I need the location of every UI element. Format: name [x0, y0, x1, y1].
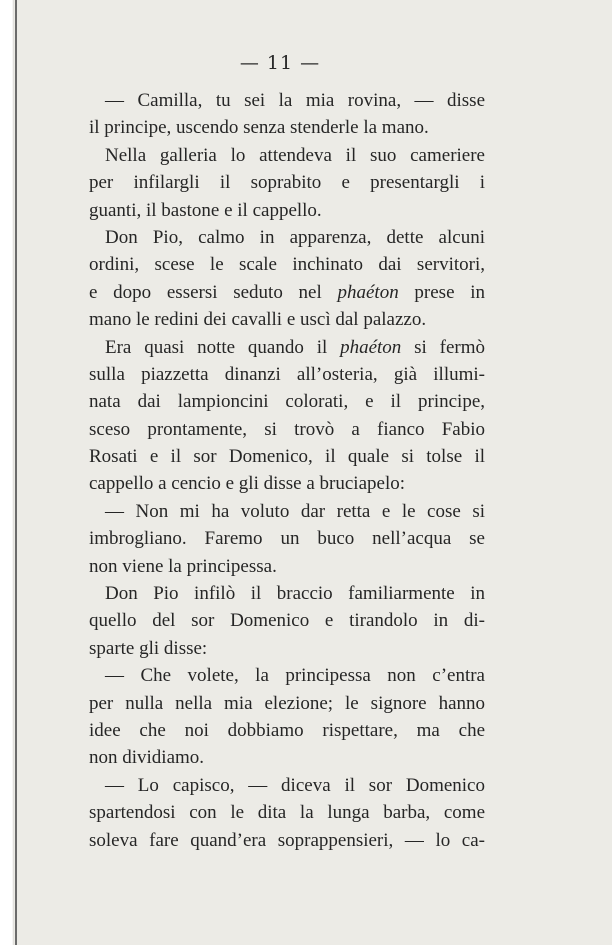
text-line: il principe, uscendo senza stenderle la mano. — [89, 117, 429, 139]
body-text — [89, 87, 485, 854]
text-line: per infilargli il soprabito e presentargli i — [89, 172, 485, 194]
text-line: non viene la principessa. — [89, 555, 277, 577]
text-line: mano le redini dei cavalli e uscì dal palazzo. — [89, 309, 427, 331]
text-line: Rosati e il sor Domenico, il quale si tolse il — [89, 446, 485, 468]
text-line: soleva fare quand’era soprappensieri, — lo ca- — [89, 829, 485, 851]
page-binding-line — [15, 0, 17, 945]
text-line: sceso prontamente, si trovò a fianco Fabio — [89, 418, 485, 440]
text-line: ordini, scese le scale inchinato dai servitori, — [89, 254, 485, 276]
text-line: e dopo essersi seduto nel phaéton prese in — [89, 281, 485, 303]
text-line: Don Pio, calmo in apparenza, dette alcuni — [105, 226, 485, 248]
text-line: Nella galleria lo attendeva il suo cameriere — [105, 144, 485, 166]
text-line: per nulla nella mia elezione; le signore hanno — [89, 692, 485, 714]
text-line: sulla piazzetta dinanzi all’osteria, già illumi- — [89, 363, 485, 385]
text-line: quello del sor Domenico e tirandolo in di- — [89, 610, 485, 632]
italic-word: phaéton — [337, 281, 399, 303]
text-line: — Che volete, la principessa non c’entra — [105, 665, 485, 687]
text-line: idee che noi dobbiamo rispettare, ma che — [89, 719, 485, 741]
text-line: Don Pio infilò il braccio familiarmente in — [105, 583, 485, 605]
text-line: — Non mi ha voluto dar retta e le cose si — [105, 500, 485, 522]
text-line: nata dai lampioncini colorati, e il principe, — [89, 391, 485, 413]
text-line: imbrogliano. Faremo un buco nell’acqua se — [89, 528, 485, 550]
text-line: guanti, il bastone e il cappello. — [89, 199, 322, 221]
page-number: — 11 — — [239, 52, 321, 74]
page-binding-edge — [0, 0, 14, 945]
text-line: non dividiamo. — [89, 747, 205, 769]
italic-word: phaéton — [340, 336, 402, 358]
text-line: cappello a cencio e gli disse a bruciapelo: — [89, 473, 406, 495]
text-line: Era quasi notte quando il phaéton si fermò — [105, 336, 485, 358]
text-line: sparte gli disse: — [89, 637, 208, 659]
text-line: — Camilla, tu sei la mia rovina, — disse — [105, 90, 485, 111]
text-line: — Lo capisco, — diceva il sor Domenico — [105, 774, 485, 796]
text-line: spartendosi con le dita la lunga barba, come — [89, 802, 485, 824]
